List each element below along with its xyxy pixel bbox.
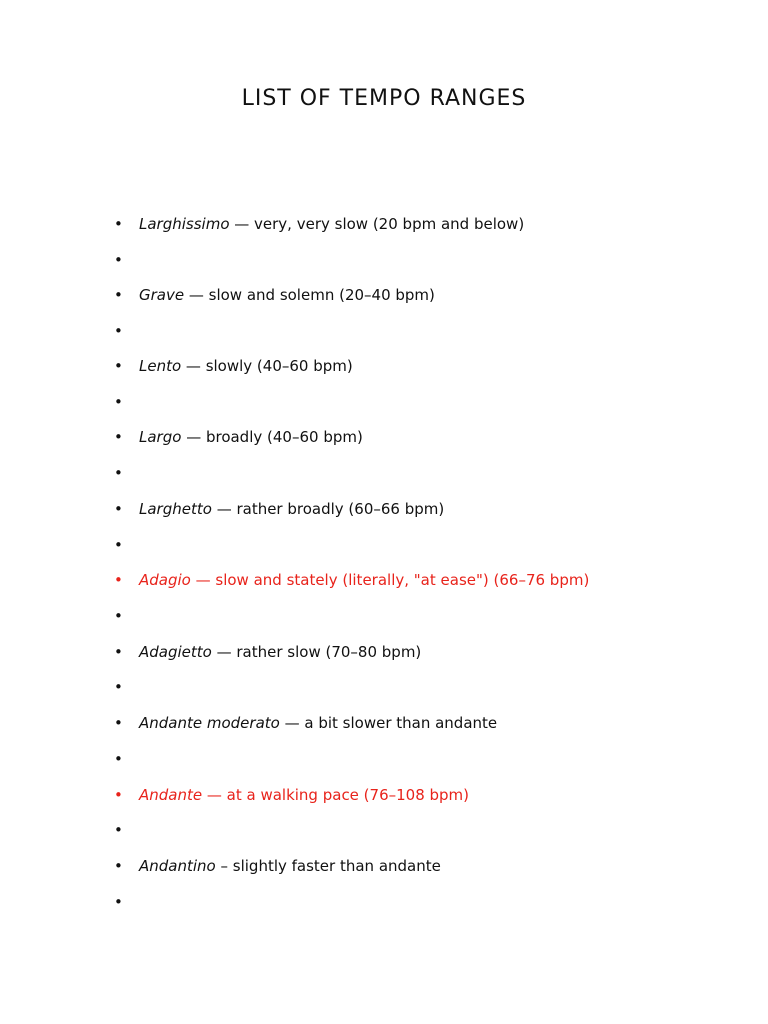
bullet-icon: • — [114, 286, 123, 304]
tempo-description: — slowly (40–60 bpm) — [181, 357, 353, 375]
bullet-icon: • — [114, 893, 123, 911]
bullet-icon: • — [114, 607, 123, 625]
bullet-icon: • — [114, 251, 123, 269]
tempo-term: Larghissimo — [139, 215, 230, 233]
list-item — [0, 784, 768, 806]
list-item — [0, 569, 768, 591]
bullet-icon: • — [114, 393, 123, 411]
tempo-term: Andante moderato — [139, 714, 280, 732]
list-item — [0, 819, 768, 841]
page-title: LIST OF TEMPO RANGES — [241, 86, 527, 111]
list-item — [0, 855, 768, 877]
list-item — [0, 712, 768, 734]
tempo-description: — very, very slow (20 bpm and below) — [229, 215, 525, 233]
list-item — [0, 676, 768, 698]
tempo-description: — at a walking pace (76–108 bpm) — [202, 786, 470, 804]
bullet-icon: • — [114, 357, 123, 375]
bullet-icon: • — [114, 500, 123, 518]
bullet-icon: • — [114, 857, 123, 875]
bullet-icon: • — [114, 536, 123, 554]
list-item — [0, 498, 768, 520]
tempo-term: Lento — [139, 357, 182, 375]
bullet-icon: • — [114, 464, 123, 482]
tempo-description: – slightly faster than andante — [215, 857, 441, 875]
list-item — [0, 355, 768, 377]
bullet-icon: • — [114, 786, 123, 804]
tempo-term: Adagietto — [139, 643, 212, 661]
bullet-icon: • — [114, 322, 123, 340]
tempo-description: — a bit slower than andante — [279, 714, 498, 732]
list-item — [0, 462, 768, 484]
tempo-term: Adagio — [139, 571, 191, 589]
bullet-icon: • — [114, 678, 123, 696]
tempo-term: Larghetto — [139, 500, 212, 518]
bullet-icon: • — [114, 215, 123, 233]
bullet-icon: • — [114, 750, 123, 768]
list-item — [0, 748, 768, 770]
tempo-term: Grave — [139, 286, 185, 304]
list-item — [0, 426, 768, 448]
bullet-icon: • — [114, 571, 123, 589]
list-item — [0, 891, 768, 913]
list-item — [0, 534, 768, 556]
list-item — [0, 641, 768, 663]
tempo-description: — slow and solemn (20–40 bpm) — [184, 286, 435, 304]
tempo-description: — rather broadly (60–66 bpm) — [211, 500, 445, 518]
list-item — [0, 284, 768, 306]
list-item — [0, 213, 768, 235]
tempo-description: — rather slow (70–80 bpm) — [211, 643, 422, 661]
list-item — [0, 391, 768, 413]
bullet-icon: • — [114, 714, 123, 732]
bullet-icon: • — [114, 643, 123, 661]
list-item — [0, 320, 768, 342]
tempo-description: — slow and stately (literally, "at ease") (66–76 bpm) — [190, 571, 590, 589]
tempo-term: Andante — [139, 786, 203, 804]
tempo-term: Andantino — [139, 857, 216, 875]
bullet-icon: • — [114, 428, 123, 446]
tempo-description: — broadly (40–60 bpm) — [181, 428, 363, 446]
list-item — [0, 249, 768, 271]
tempo-term: Largo — [139, 428, 182, 446]
bullet-icon: • — [114, 821, 123, 839]
list-item — [0, 605, 768, 627]
